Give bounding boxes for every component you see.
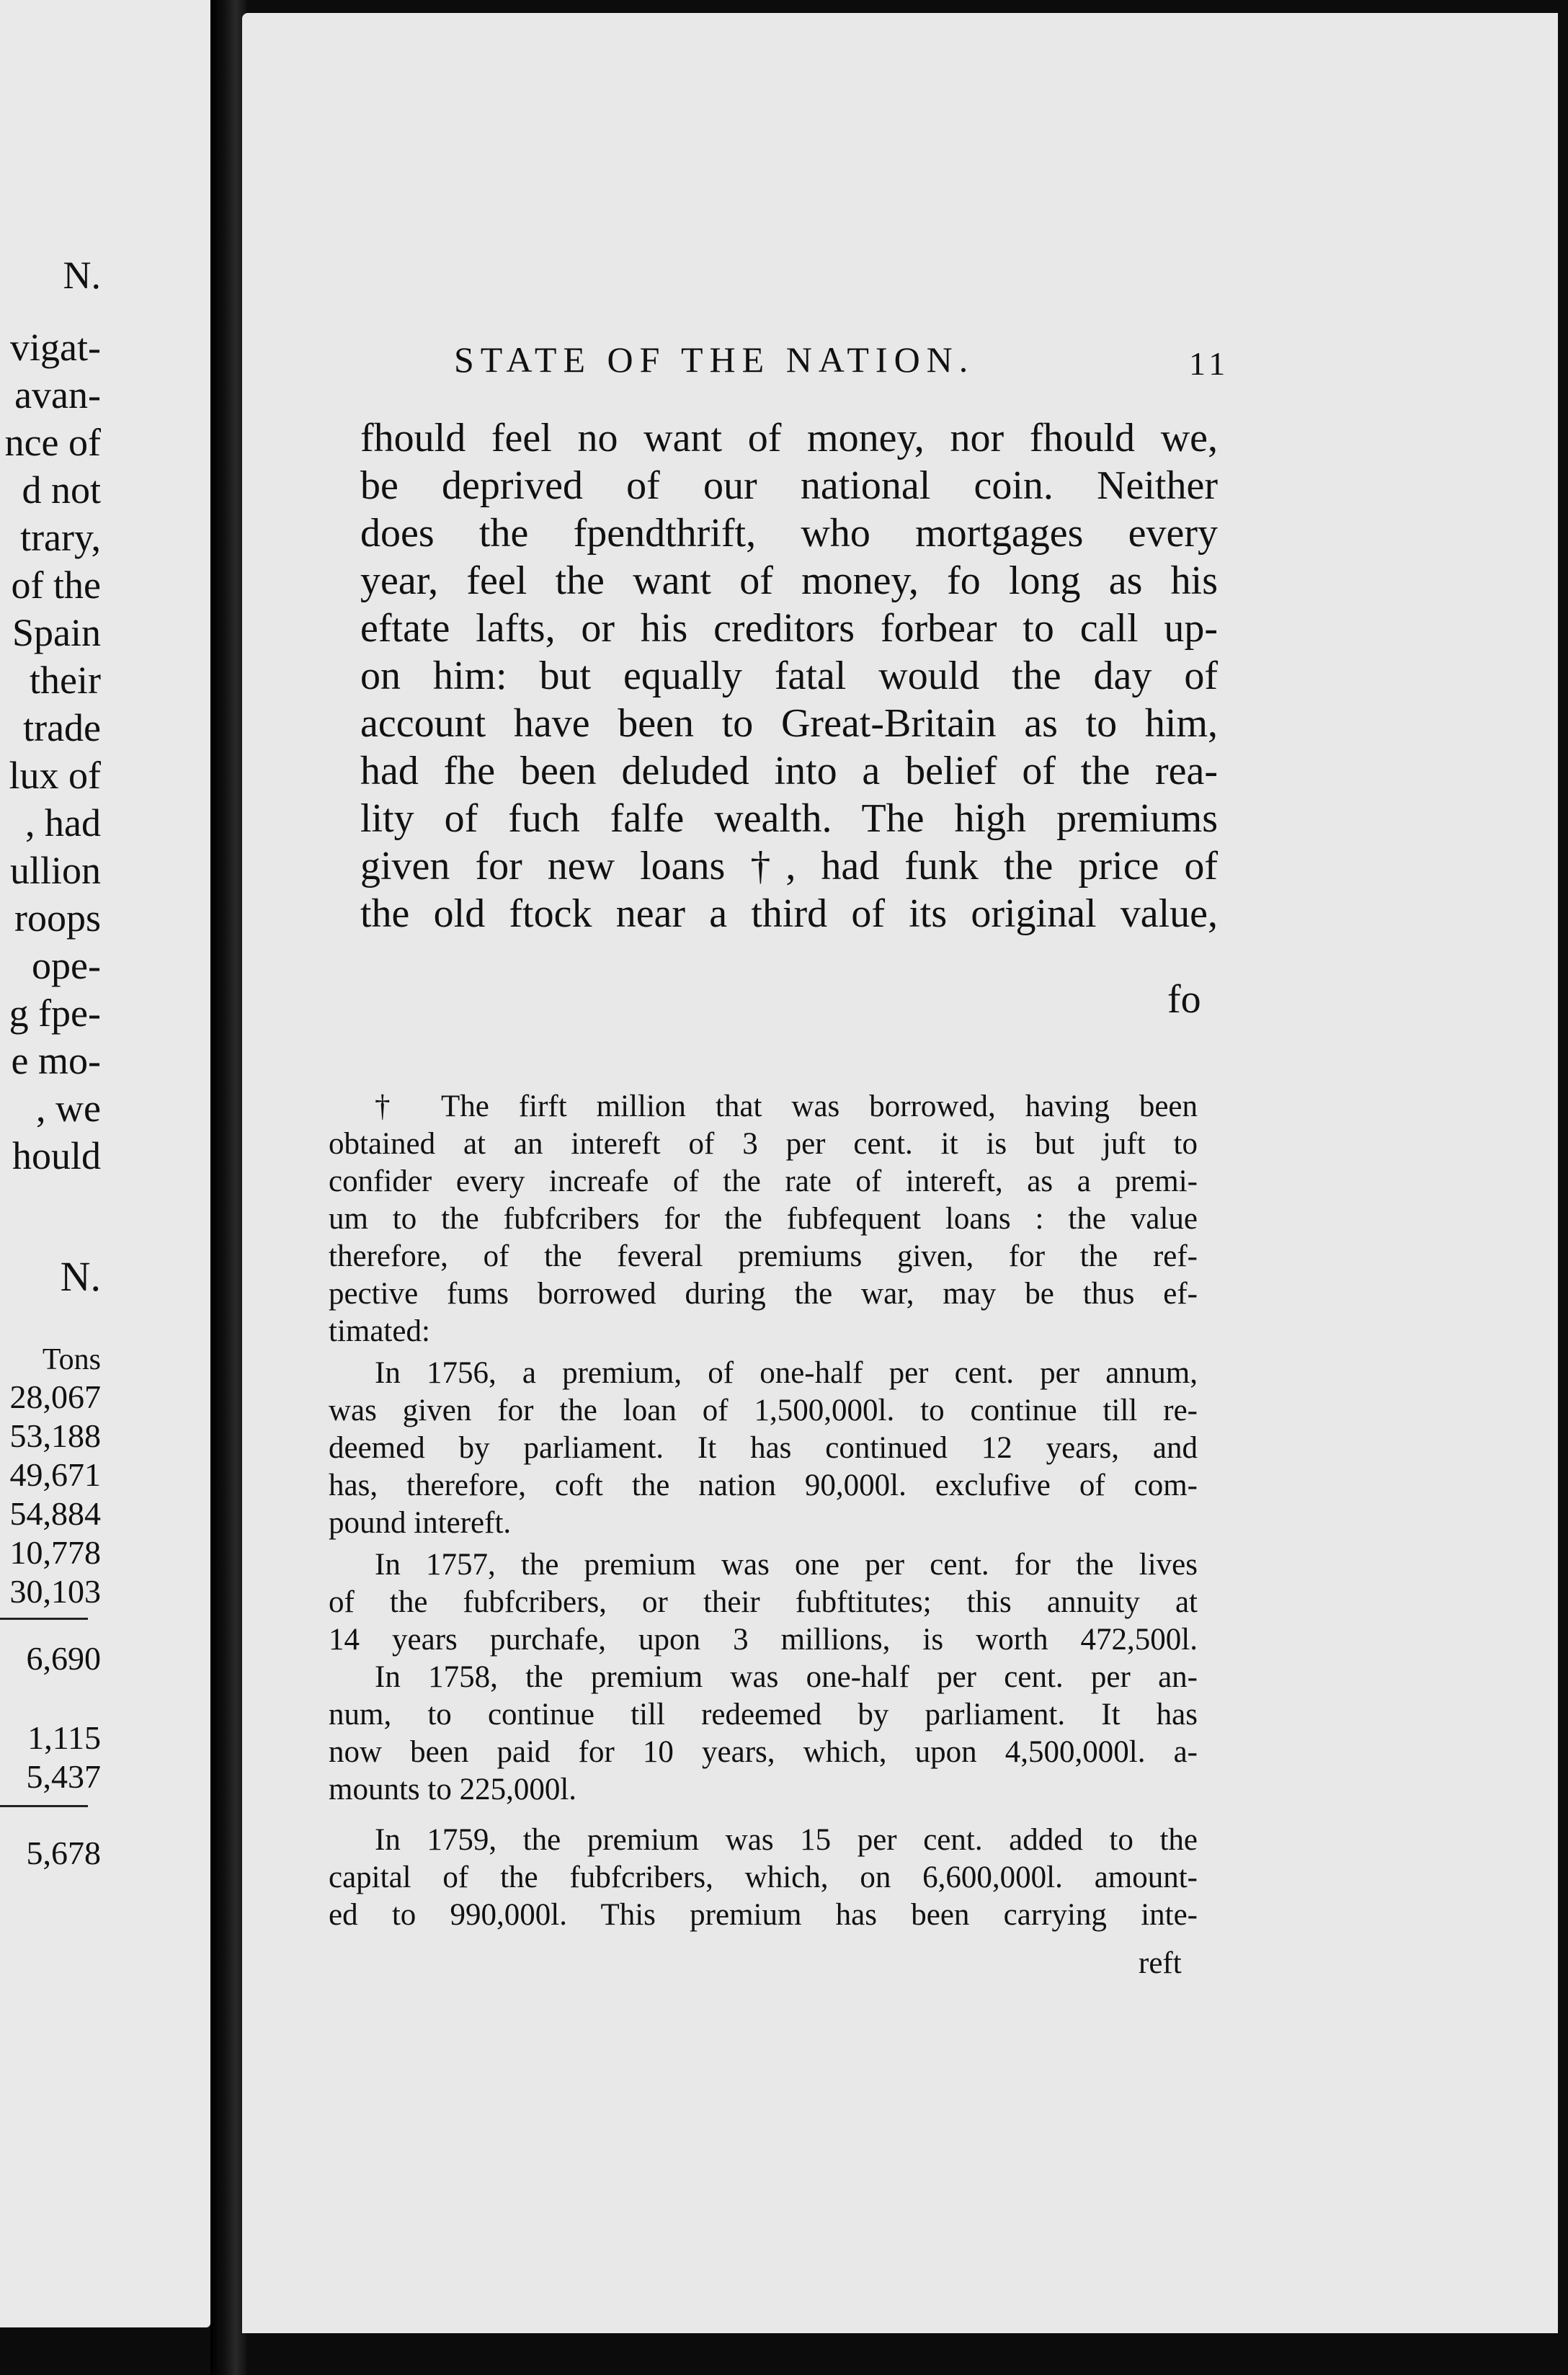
body-text-line: had fhe been deluded into a belief of the rea- [360,749,1218,793]
left-page-line: d not [22,468,101,512]
left-table-value: 10,778 [9,1534,101,1571]
footnote-line: obtained at an intereft of 3 per cent. it is but juft to [329,1127,1198,1161]
left-page-line: their [30,659,101,702]
footnote-line: 14 years purchafe, upon 3 millions, is worth 472,500l. [329,1623,1198,1657]
left-page-line: avan- [14,373,101,416]
footnote-line: mounts to 225,000l. [329,1773,577,1806]
footnote-line: was given for the loan of 1,500,000l. to continue till re- [329,1394,1198,1427]
footnote-line: now been paid for 10 years, which, upon 4,500,000l. a- [329,1735,1198,1769]
left-page-line: Spain [12,611,101,654]
left-table-value: 5,437 [26,1758,101,1795]
footnote-line: ed to 990,000l. This premium has been carrying inte- [329,1898,1198,1932]
catchword: fo [1167,977,1201,1022]
left-page-heading: N. [60,1253,101,1300]
left-table-total: 5,678 [26,1835,101,1871]
body-text-line: year, feel the want of money, fo long as his [360,558,1218,603]
left-table-rule [0,1618,88,1620]
book-gutter [210,0,246,2375]
left-table-value: 1,115 [27,1719,101,1756]
footnote-line: capital of the fubfcribers, which, on 6,600,000l. amount- [329,1861,1198,1894]
left-table-value: 54,884 [9,1495,101,1532]
running-head: STATE OF THE NATION. [454,339,975,380]
footnote-line: timated: [329,1314,430,1348]
footnote-line: has, therefore, coft the nation 90,000l. exclufive of com- [329,1469,1198,1502]
left-page-line: vigat- [10,326,101,369]
footnote-line: In 1758, the premium was one-half per cent. per an- [375,1660,1198,1694]
footnote-line: In 1756, a premium, of one-half per cent. per annum, [375,1356,1198,1390]
body-text-line: be deprived of our national coin. Neither [360,463,1218,508]
footnote-line: um to the fubfcribers for the fubfequent loans : the value [329,1202,1198,1236]
left-page-line: nce of [4,421,101,464]
body-text-line: given for new loans †, had funk the price of [360,844,1218,888]
footnote-line: pective fums borrowed during the war, may be thus ef- [329,1277,1198,1311]
left-page-line: ullion [9,849,101,892]
footnote-line: confider every increafe of the rate of intereft, as a premi- [329,1164,1198,1198]
left-page-line: hould [12,1134,101,1177]
footnote-catchword: reft [1139,1946,1182,1980]
body-text-line: the old ftock near a third of its original value, [360,891,1218,936]
footnote-line: In 1757, the premium was one per cent. for the lives [375,1548,1198,1582]
footnote-line: † The firft million that was borrowed, having been [375,1090,1198,1123]
body-text-line: does the fpendthrift, who mortgages every [360,511,1218,556]
left-table-head: Tons [42,1343,101,1376]
footnote-line: num, to continue till redeemed by parliament. It has [329,1698,1198,1732]
left-table-value: 28,067 [9,1378,101,1415]
body-text-line: account have been to Great-Britain as to him, [360,701,1218,746]
left-page-line: N. [63,254,101,297]
left-page-line: , had [25,801,101,845]
left-table-rule [0,1805,88,1807]
body-text-line: lity of fuch falfe wealth. The high premiums [360,796,1218,841]
footnote-line: therefore, of the feveral premiums given, for the ref- [329,1239,1198,1273]
left-page-line: of the [11,563,101,607]
body-text-line: on him: but equally fatal would the day of [360,654,1218,698]
left-page-line: trary, [20,516,101,559]
footnote-line: of the fubfcribers, or their fubftitutes; this annuity at [329,1585,1198,1619]
footnote-line: pound intereft. [329,1506,512,1540]
left-page-line: roops [14,896,101,940]
left-page-line: g fpe- [9,992,101,1035]
footnote-line: deemed by parliament. It has continued 12 years, and [329,1431,1198,1465]
page-number: 11 [1189,345,1230,382]
left-page-line: lux of [9,754,101,797]
left-page-line: trade [23,706,101,749]
body-text-line: eftate lafts, or his creditors forbear to call up- [360,606,1218,651]
left-page-line: ope- [32,944,101,987]
left-table-value: 53,188 [9,1417,101,1454]
left-table-value: 30,103 [9,1573,101,1610]
body-text-line: fhould feel no want of money, nor fhould we, [360,416,1218,460]
left-table-total: 6,690 [26,1640,101,1677]
footnote-line: In 1759, the premium was 15 per cent. added to the [375,1823,1198,1857]
left-page-line: e mo- [11,1039,101,1082]
left-facing-page [0,0,210,2327]
left-page-line: , we [36,1087,101,1130]
left-table-value: 49,671 [9,1456,101,1493]
